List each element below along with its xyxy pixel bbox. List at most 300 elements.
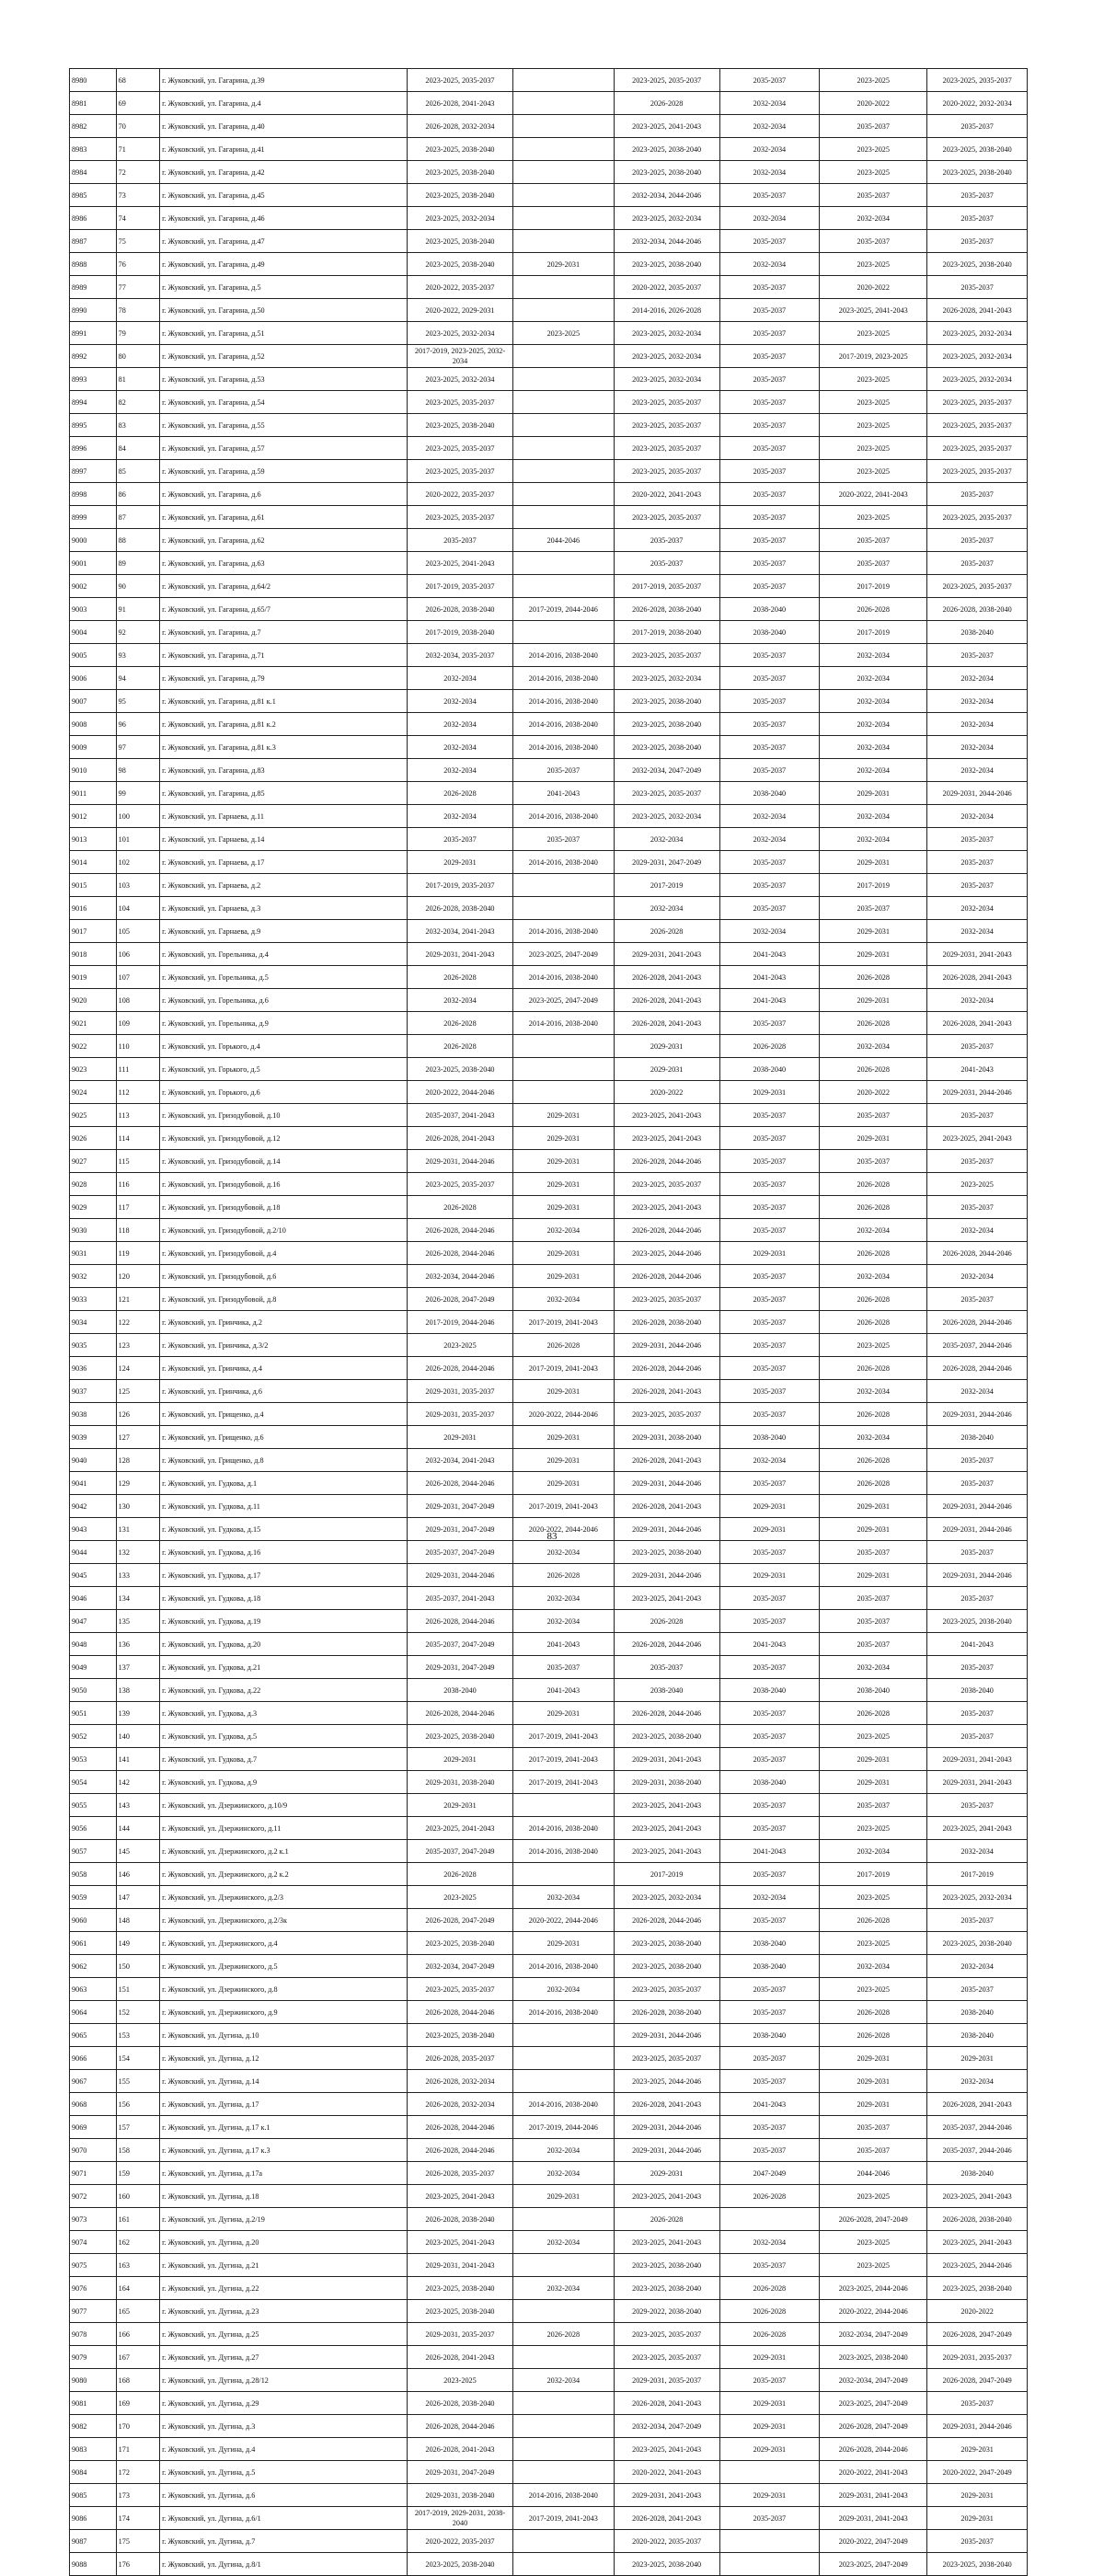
cell-period-6: 2023-2025, 2035-2037 [927, 437, 1028, 460]
cell-row-id: 9072 [70, 2185, 117, 2208]
cell-period-1: 2026-2028 [408, 1863, 513, 1886]
cell-period-2 [512, 2530, 614, 2553]
cell-row-id: 9082 [70, 2415, 117, 2438]
cell-address: г. Жуковский, ул. Гудкова, д.11 [160, 1495, 408, 1518]
cell-period-4: 2032-2034 [719, 1449, 820, 1472]
cell-period-2 [512, 299, 614, 322]
cell-period-2 [512, 69, 614, 92]
cell-address: г. Жуковский, ул. Гризодубовой, д.18 [160, 1196, 408, 1219]
cell-period-3: 2029-2031, 2047-2049 [614, 851, 719, 874]
cell-period-3: 2029-2022, 2038-2040 [614, 2300, 719, 2323]
cell-period-5: 2035-2037 [820, 115, 927, 138]
cell-period-5: 2026-2028 [820, 1173, 927, 1196]
cell-row-id: 9064 [70, 2001, 117, 2024]
cell-address: г. Жуковский, ул. Гудкова, д.17 [160, 1564, 408, 1587]
cell-period-1: 2029-2031, 2044-2046 [408, 1150, 513, 1173]
cell-period-6: 2032-2034 [927, 1265, 1028, 1288]
cell-period-5: 2032-2034 [820, 828, 927, 851]
table-row [70, 1035, 1028, 1058]
cell-period-2: 2014-2016, 2038-2040 [512, 644, 614, 667]
cell-period-2 [512, 575, 614, 598]
cell-period-1: 2020-2022, 2035-2037 [408, 276, 513, 299]
cell-period-1: 2023-2025, 2041-2043 [408, 1817, 513, 1840]
cell-row-index: 80 [116, 345, 159, 368]
cell-period-2: 2041-2043 [512, 1679, 614, 1702]
cell-row-id: 9056 [70, 1817, 117, 1840]
cell-period-6: 2032-2034 [927, 1840, 1028, 1863]
cell-period-6: 2029-2031 [927, 2438, 1028, 2461]
cell-address: г. Жуковский, ул. Дзержинского, д.2/3к [160, 1909, 408, 1932]
cell-period-4: 2035-2037 [719, 299, 820, 322]
cell-period-3: 2023-2025, 2044-2046 [614, 2070, 719, 2093]
cell-row-index: 84 [116, 437, 159, 460]
cell-period-2: 2032-2034 [512, 1541, 614, 1564]
cell-period-2: 2014-2016, 2038-2040 [512, 851, 614, 874]
table-row [70, 207, 1028, 230]
cell-period-1: 2026-2028 [408, 1035, 513, 1058]
table-row [70, 2438, 1028, 2461]
cell-row-id: 9026 [70, 1127, 117, 1150]
cell-period-6: 2035-2037 [927, 1587, 1028, 1610]
cell-period-1: 2023-2025, 2041-2043 [408, 2231, 513, 2254]
cell-period-1: 2023-2025 [408, 1334, 513, 1357]
cell-period-4: 2035-2037 [719, 2139, 820, 2162]
cell-row-id: 9074 [70, 2231, 117, 2254]
cell-period-2: 2014-2016, 2038-2040 [512, 1817, 614, 1840]
cell-row-id: 8981 [70, 92, 117, 115]
cell-row-index: 77 [116, 276, 159, 299]
table-row [70, 138, 1028, 161]
cell-period-5: 2023-2025 [820, 368, 927, 391]
cell-period-6: 2038-2040 [927, 621, 1028, 644]
cell-period-1: 2026-2028, 2041-2043 [408, 92, 513, 115]
cell-row-id: 9057 [70, 1840, 117, 1863]
cell-row-id: 9013 [70, 828, 117, 851]
cell-address: г. Жуковский, ул. Гагарина, д.79 [160, 667, 408, 690]
cell-period-6: 2023-2025, 2038-2040 [927, 1932, 1028, 1955]
cell-period-1: 2023-2025, 2038-2040 [408, 1725, 513, 1748]
cell-period-4: 2035-2037 [719, 2047, 820, 2070]
cell-period-1: 2029-2031 [408, 1426, 513, 1449]
cell-period-6: 2020-2022 [927, 2300, 1028, 2323]
cell-address: г. Жуковский, ул. Гудкова, д.22 [160, 1679, 408, 1702]
cell-period-3: 2023-2025, 2038-2040 [614, 253, 719, 276]
cell-row-id: 8985 [70, 184, 117, 207]
cell-row-id: 9058 [70, 1863, 117, 1886]
cell-period-3: 2023-2025, 2035-2037 [614, 1978, 719, 2001]
cell-row-id: 8997 [70, 460, 117, 483]
cell-period-6: 2035-2037 [927, 207, 1028, 230]
cell-period-5: 2029-2031 [820, 1495, 927, 1518]
cell-period-3: 2026-2028, 2044-2046 [614, 1633, 719, 1656]
cell-row-index: 106 [116, 943, 159, 966]
cell-period-2: 2032-2034 [512, 1288, 614, 1311]
cell-period-6: 2026-2028, 2047-2049 [927, 2323, 1028, 2346]
cell-period-6: 2029-2031, 2041-2043 [927, 943, 1028, 966]
cell-address: г. Жуковский, ул. Дугина, д.25 [160, 2323, 408, 2346]
cell-period-1: 2026-2028, 2044-2046 [408, 2139, 513, 2162]
cell-address: г. Жуковский, ул. Гагарина, д.81 к.1 [160, 690, 408, 713]
table-row [70, 1380, 1028, 1403]
cell-period-2 [512, 1035, 614, 1058]
cell-row-index: 101 [116, 828, 159, 851]
cell-period-2 [512, 2208, 614, 2231]
table-row [70, 828, 1028, 851]
cell-period-5: 2023-2025 [820, 1978, 927, 2001]
cell-row-id: 9083 [70, 2438, 117, 2461]
cell-row-index: 97 [116, 736, 159, 759]
cell-address: г. Жуковский, ул. Гагарина, д.6 [160, 483, 408, 506]
cell-period-5: 2032-2034 [820, 1219, 927, 1242]
cell-row-id: 9009 [70, 736, 117, 759]
cell-period-1: 2023-2025, 2041-2043 [408, 2185, 513, 2208]
cell-period-6: 2035-2037, 2044-2046 [927, 1334, 1028, 1357]
table-row [70, 1127, 1028, 1150]
cell-address: г. Жуковский, ул. Дугина, д.12 [160, 2047, 408, 2070]
cell-address: г. Жуковский, ул. Дугина, д.18 [160, 2185, 408, 2208]
cell-period-5: 2017-2019 [820, 1863, 927, 1886]
cell-period-5: 2029-2031 [820, 1771, 927, 1794]
cell-period-6: 2026-2028, 2041-2043 [927, 2093, 1028, 2116]
cell-period-5: 2035-2037 [820, 184, 927, 207]
cell-period-4: 2041-2043 [719, 966, 820, 989]
cell-period-4: 2029-2031 [719, 2415, 820, 2438]
cell-period-5: 2032-2034 [820, 667, 927, 690]
cell-period-2 [512, 184, 614, 207]
cell-period-4: 2041-2043 [719, 1840, 820, 1863]
table-row [70, 1863, 1028, 1886]
cell-period-2: 2032-2034 [512, 1978, 614, 2001]
cell-period-3: 2029-2031, 2044-2046 [614, 1334, 719, 1357]
cell-row-id: 8998 [70, 483, 117, 506]
table-row [70, 483, 1028, 506]
cell-row-id: 9018 [70, 943, 117, 966]
cell-period-5: 2023-2025 [820, 1334, 927, 1357]
cell-period-2: 2020-2022, 2044-2046 [512, 1518, 614, 1541]
cell-period-6: 2023-2025, 2038-2040 [927, 1610, 1028, 1633]
cell-period-4: 2035-2037 [719, 230, 820, 253]
cell-period-6: 2035-2037 [927, 2530, 1028, 2553]
cell-period-3: 2026-2028 [614, 92, 719, 115]
cell-row-id: 9002 [70, 575, 117, 598]
cell-period-4: 2038-2040 [719, 1932, 820, 1955]
cell-period-1: 2032-2034 [408, 736, 513, 759]
cell-period-6: 2026-2028, 2041-2043 [927, 1012, 1028, 1035]
cell-period-6: 2029-2031, 2044-2046 [927, 2415, 1028, 2438]
cell-row-id: 9015 [70, 874, 117, 897]
table-row [70, 552, 1028, 575]
cell-period-2 [512, 138, 614, 161]
cell-row-index: 83 [116, 414, 159, 437]
cell-period-6: 2035-2037 [927, 552, 1028, 575]
cell-period-3: 2020-2022, 2041-2043 [614, 2461, 719, 2484]
table-row [70, 414, 1028, 437]
cell-period-6: 2038-2040 [927, 1679, 1028, 1702]
cell-row-index: 152 [116, 2001, 159, 2024]
cell-period-5: 2020-2022 [820, 1081, 927, 1104]
cell-address: г. Жуковский, ул. Дзержинского, д.2 к.2 [160, 1863, 408, 1886]
cell-address: г. Жуковский, ул. Гудкова, д.1 [160, 1472, 408, 1495]
cell-period-1: 2035-2037, 2047-2049 [408, 1840, 513, 1863]
cell-period-3: 2023-2025, 2038-2040 [614, 690, 719, 713]
cell-period-2 [512, 1794, 614, 1817]
cell-row-index: 115 [116, 1150, 159, 1173]
cell-row-index: 128 [116, 1449, 159, 1472]
cell-row-id: 9023 [70, 1058, 117, 1081]
cell-period-1: 2026-2028, 2044-2046 [408, 1472, 513, 1495]
cell-period-6: 2041-2043 [927, 1633, 1028, 1656]
cell-period-2 [512, 115, 614, 138]
cell-period-6: 2026-2028, 2044-2046 [927, 1357, 1028, 1380]
cell-period-2 [512, 345, 614, 368]
cell-period-2 [512, 161, 614, 184]
cell-period-3: 2023-2025, 2032-2034 [614, 322, 719, 345]
cell-period-6: 2035-2037 [927, 1035, 1028, 1058]
cell-row-index: 174 [116, 2507, 159, 2530]
cell-address: г. Жуковский, ул. Дзержинского, д.8 [160, 1978, 408, 2001]
cell-period-3: 2029-2031, 2038-2040 [614, 1426, 719, 1449]
cell-address: г. Жуковский, ул. Дзержинского, д.5 [160, 1955, 408, 1978]
table-row [70, 2139, 1028, 2162]
table-row [70, 2530, 1028, 2553]
cell-period-4: 2035-2037 [719, 2369, 820, 2392]
cell-period-1: 2017-2019, 2023-2025, 2032-2034 [408, 345, 513, 368]
cell-period-5: 2023-2025 [820, 506, 927, 529]
cell-address: г. Жуковский, ул. Гудкова, д.16 [160, 1541, 408, 1564]
cell-address: г. Жуковский, ул. Гагарина, д.52 [160, 345, 408, 368]
cell-row-id: 9052 [70, 1725, 117, 1748]
cell-period-2 [512, 2438, 614, 2461]
cell-period-4: 2038-2040 [719, 598, 820, 621]
cell-period-5: 2023-2025, 2044-2046 [820, 2277, 927, 2300]
cell-period-1: 2029-2031, 2035-2037 [408, 1403, 513, 1426]
cell-period-6: 2029-2031, 2041-2043 [927, 1771, 1028, 1794]
table-row [70, 1909, 1028, 1932]
cell-row-index: 95 [116, 690, 159, 713]
cell-period-3: 2017-2019, 2035-2037 [614, 575, 719, 598]
cell-row-id: 9029 [70, 1196, 117, 1219]
cell-period-4: 2035-2037 [719, 1909, 820, 1932]
table-row [70, 1817, 1028, 1840]
table-row [70, 713, 1028, 736]
cell-row-index: 131 [116, 1518, 159, 1541]
cell-address: г. Жуковский, ул. Гагарина, д.54 [160, 391, 408, 414]
cell-row-id: 9011 [70, 782, 117, 805]
table-row [70, 1242, 1028, 1265]
cell-period-5: 2032-2034 [820, 1955, 927, 1978]
cell-address: г. Жуковский, ул. Гарнаева, д.2 [160, 874, 408, 897]
cell-period-1: 2026-2028, 2041-2043 [408, 2346, 513, 2369]
cell-address: г. Жуковский, ул. Дугина, д.21 [160, 2254, 408, 2277]
cell-row-id: 9008 [70, 713, 117, 736]
cell-period-3: 2017-2019 [614, 1863, 719, 1886]
cell-row-index: 109 [116, 1012, 159, 1035]
table-row [70, 989, 1028, 1012]
cell-period-3: 2032-2034, 2044-2046 [614, 230, 719, 253]
cell-period-2: 2014-2016, 2038-2040 [512, 2484, 614, 2507]
cell-period-3: 2026-2028, 2044-2046 [614, 1150, 719, 1173]
cell-period-3: 2038-2040 [614, 1679, 719, 1702]
cell-period-1: 2026-2028 [408, 782, 513, 805]
cell-period-3: 2026-2028, 2041-2043 [614, 1495, 719, 1518]
cell-row-index: 141 [116, 1748, 159, 1771]
table-row [70, 529, 1028, 552]
cell-period-1: 2026-2028, 2044-2046 [408, 2116, 513, 2139]
cell-period-5: 2035-2037 [820, 897, 927, 920]
cell-period-6: 2038-2040 [927, 2162, 1028, 2185]
cell-period-6: 2038-2040 [927, 2024, 1028, 2047]
cell-period-3: 2026-2028 [614, 2208, 719, 2231]
cell-period-4: 2035-2037 [719, 1104, 820, 1127]
cell-period-2 [512, 506, 614, 529]
cell-address: г. Жуковский, ул. Грищенко, д.8 [160, 1449, 408, 1472]
cell-period-5: 2029-2031 [820, 1564, 927, 1587]
cell-period-3: 2035-2037 [614, 1656, 719, 1679]
cell-period-4: 2038-2040 [719, 1058, 820, 1081]
cell-period-4: 2035-2037 [719, 1863, 820, 1886]
table-row [70, 1173, 1028, 1196]
cell-period-4: 2026-2028 [719, 2185, 820, 2208]
cell-period-6: 2038-2040 [927, 1426, 1028, 1449]
cell-row-id: 9060 [70, 1909, 117, 1932]
cell-address: г. Жуковский, ул. Дугина, д.8/1 [160, 2553, 408, 2576]
cell-period-5: 2023-2025 [820, 161, 927, 184]
cell-row-index: 157 [116, 2116, 159, 2139]
table-row [70, 2001, 1028, 2024]
cell-period-6: 2038-2040 [927, 2001, 1028, 2024]
cell-row-id: 9088 [70, 2553, 117, 2576]
table-row [70, 1265, 1028, 1288]
cell-period-3: 2023-2025, 2041-2043 [614, 1587, 719, 1610]
cell-period-4: 2035-2037 [719, 736, 820, 759]
cell-period-6: 2023-2025, 2038-2040 [927, 138, 1028, 161]
schedule-table [69, 68, 1028, 2576]
cell-period-4: 2035-2037 [719, 759, 820, 782]
cell-row-index: 123 [116, 1334, 159, 1357]
cell-period-4: 2029-2031 [719, 1242, 820, 1265]
cell-period-5: 2026-2028 [820, 1403, 927, 1426]
cell-period-5: 2035-2037 [820, 1633, 927, 1656]
table-row [70, 1311, 1028, 1334]
cell-row-index: 102 [116, 851, 159, 874]
cell-period-2: 2023-2025 [512, 322, 614, 345]
cell-period-4: 2041-2043 [719, 1633, 820, 1656]
cell-period-5: 2026-2028 [820, 1311, 927, 1334]
table-row [70, 575, 1028, 598]
table-row [70, 1587, 1028, 1610]
cell-period-2: 2032-2034 [512, 2139, 614, 2162]
table-row [70, 1012, 1028, 1035]
cell-period-1: 2017-2019, 2038-2040 [408, 621, 513, 644]
cell-address: г. Жуковский, ул. Гринчика, д.3/2 [160, 1334, 408, 1357]
cell-period-4: 2026-2028 [719, 2277, 820, 2300]
cell-address: г. Жуковский, ул. Гагарина, д.64/2 [160, 575, 408, 598]
table-row [70, 1840, 1028, 1863]
cell-period-4: 2032-2034 [719, 138, 820, 161]
cell-row-index: 86 [116, 483, 159, 506]
cell-period-4: 2035-2037 [719, 1127, 820, 1150]
cell-address: г. Жуковский, ул. Горького, д.6 [160, 1081, 408, 1104]
cell-row-index: 176 [116, 2553, 159, 2576]
cell-period-4: 2026-2028 [719, 2323, 820, 2346]
cell-address: г. Жуковский, ул. Дзержинского, д.9 [160, 2001, 408, 2024]
cell-period-3: 2026-2028, 2041-2043 [614, 1012, 719, 1035]
cell-period-2: 2044-2046 [512, 529, 614, 552]
cell-period-6: 2035-2037 [927, 874, 1028, 897]
cell-row-id: 9084 [70, 2461, 117, 2484]
cell-period-4: 2029-2031 [719, 1518, 820, 1541]
table-row [70, 1472, 1028, 1495]
cell-address: г. Жуковский, ул. Гагарина, д.7 [160, 621, 408, 644]
cell-period-6: 2023-2025, 2032-2034 [927, 322, 1028, 345]
cell-period-2: 2029-2031 [512, 1127, 614, 1150]
table-row [70, 1633, 1028, 1656]
cell-period-1: 2032-2034 [408, 759, 513, 782]
cell-row-index: 127 [116, 1426, 159, 1449]
cell-period-2 [512, 2024, 614, 2047]
cell-period-3: 2026-2028, 2041-2043 [614, 1449, 719, 1472]
cell-period-2: 2014-2016, 2038-2040 [512, 2001, 614, 2024]
cell-period-5: 2026-2028 [820, 1288, 927, 1311]
cell-period-5: 2026-2028, 2047-2049 [820, 2415, 927, 2438]
cell-period-5: 2029-2031 [820, 1127, 927, 1150]
cell-period-6: 2035-2037 [927, 1449, 1028, 1472]
table-row [70, 621, 1028, 644]
cell-period-4: 2032-2034 [719, 2231, 820, 2254]
cell-row-index: 104 [116, 897, 159, 920]
cell-period-3: 2023-2025, 2038-2040 [614, 1541, 719, 1564]
cell-row-id: 9048 [70, 1633, 117, 1656]
cell-row-id: 9004 [70, 621, 117, 644]
cell-period-1: 2023-2025, 2038-2040 [408, 230, 513, 253]
cell-period-4: 2035-2037 [719, 1978, 820, 2001]
cell-period-2 [512, 552, 614, 575]
cell-period-5: 2023-2025 [820, 2254, 927, 2277]
cell-period-2: 2029-2031 [512, 1426, 614, 1449]
cell-row-index: 148 [116, 1909, 159, 1932]
cell-period-1: 2023-2025, 2038-2040 [408, 414, 513, 437]
cell-period-2: 2014-2016, 2038-2040 [512, 736, 614, 759]
cell-row-index: 167 [116, 2346, 159, 2369]
cell-address: г. Жуковский, ул. Гагарина, д.46 [160, 207, 408, 230]
cell-row-id: 9053 [70, 1748, 117, 1771]
cell-period-4: 2038-2040 [719, 1679, 820, 1702]
cell-period-1: 2023-2025, 2038-2040 [408, 138, 513, 161]
cell-period-2: 2014-2016, 2038-2040 [512, 1012, 614, 1035]
cell-address: г. Жуковский, ул. Гризодубовой, д.10 [160, 1104, 408, 1127]
cell-period-2: 2026-2028 [512, 1564, 614, 1587]
cell-period-4: 2032-2034 [719, 207, 820, 230]
cell-row-id: 9028 [70, 1173, 117, 1196]
cell-row-id: 8990 [70, 299, 117, 322]
cell-period-5: 2035-2037 [820, 1610, 927, 1633]
cell-row-index: 120 [116, 1265, 159, 1288]
table-row [70, 2231, 1028, 2254]
schedule-table-container [69, 68, 1028, 2576]
table-row [70, 1771, 1028, 1794]
cell-period-6: 2035-2037 [927, 529, 1028, 552]
cell-period-1: 2026-2028 [408, 1196, 513, 1219]
cell-period-3: 2023-2025, 2035-2037 [614, 1173, 719, 1196]
cell-period-6: 2026-2028, 2047-2049 [927, 2369, 1028, 2392]
cell-period-4: 2029-2031 [719, 2392, 820, 2415]
cell-address: г. Жуковский, ул. Гагарина, д.40 [160, 115, 408, 138]
cell-period-2 [512, 1081, 614, 1104]
cell-address: г. Жуковский, ул. Дугина, д.23 [160, 2300, 408, 2323]
cell-period-4: 2035-2037 [719, 2116, 820, 2139]
cell-period-1: 2026-2028, 2044-2046 [408, 1357, 513, 1380]
cell-period-4: 2029-2031 [719, 1495, 820, 1518]
